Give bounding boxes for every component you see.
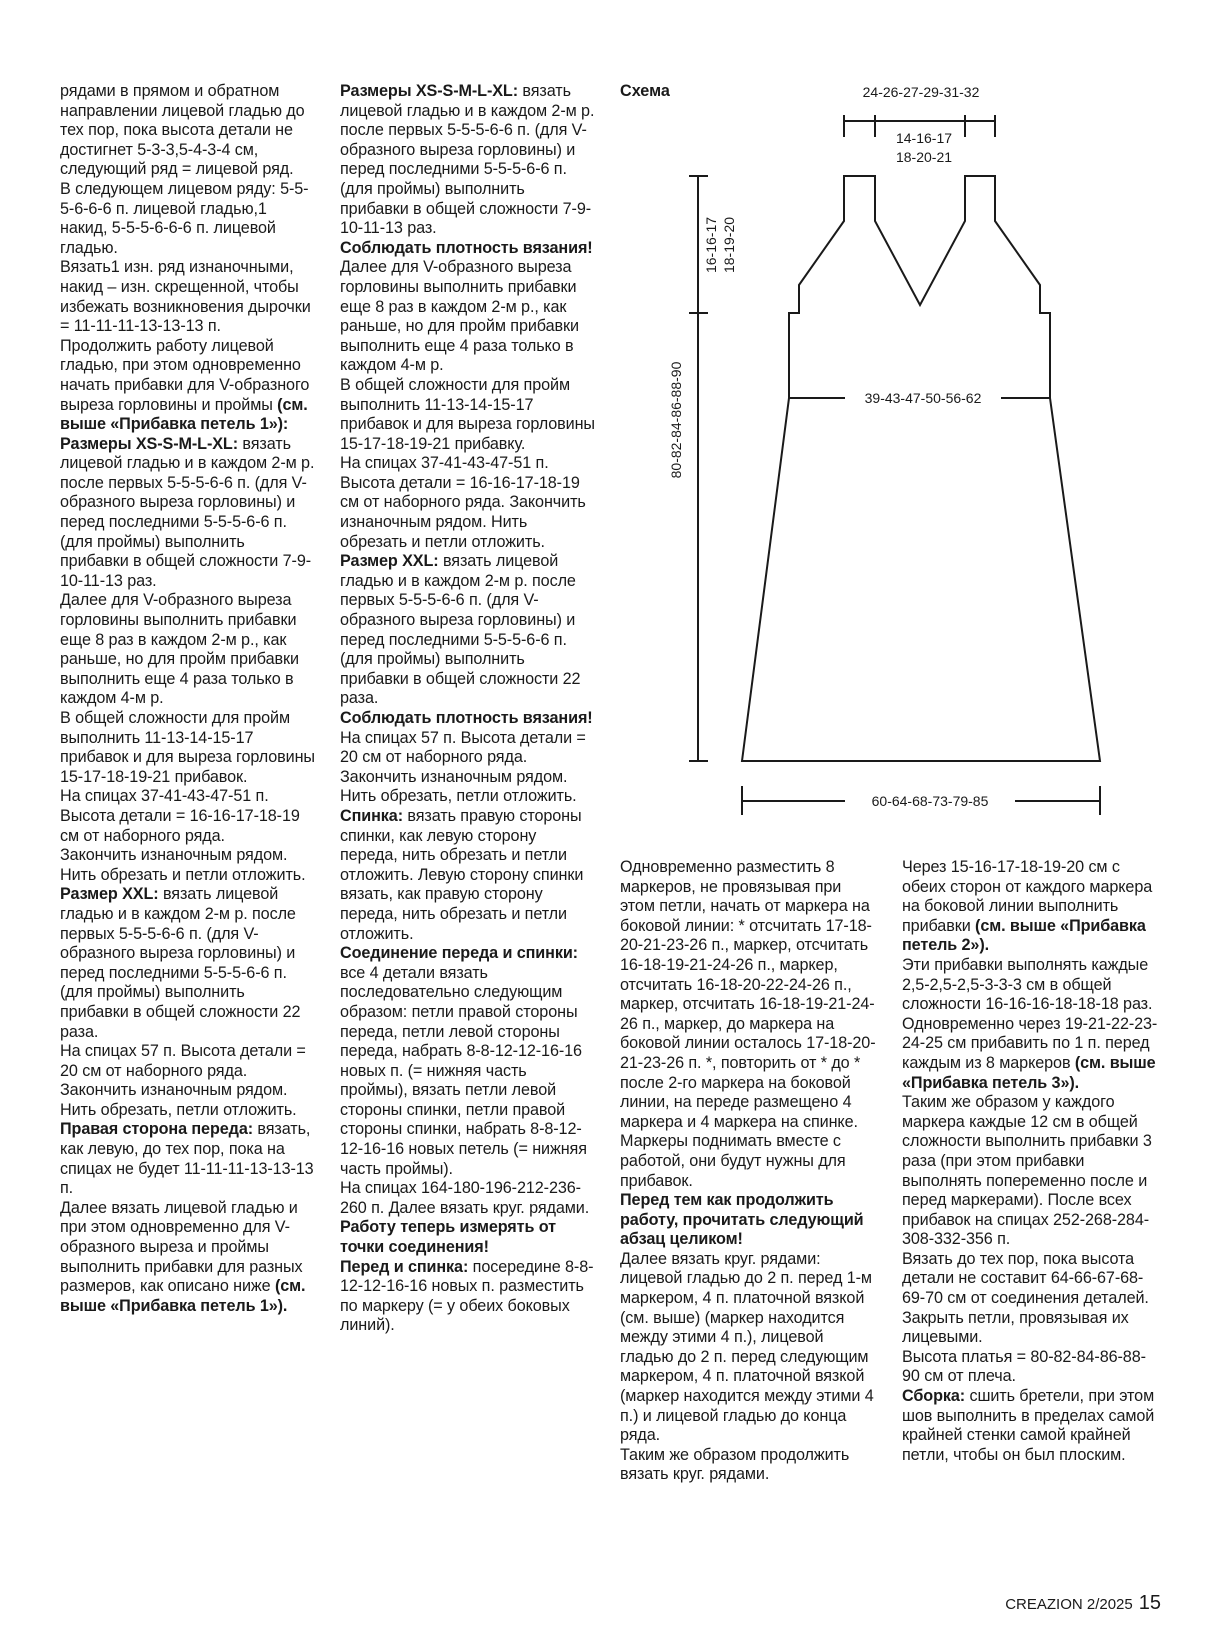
label-armhole-height-1: 16-16-17 xyxy=(703,216,719,274)
bold-run: Соблюдать плотность вязания! xyxy=(340,709,593,727)
paragraph xyxy=(60,866,315,886)
text-run: посередине 8-8-12-12-16-16 новых п. разместить по маркеру (= у обеих боковых линий). xyxy=(340,1257,594,1335)
paragraph xyxy=(340,1218,595,1257)
label-total-height: 80-82-84-86-88-90 xyxy=(668,361,684,479)
paragraph xyxy=(340,1258,595,1336)
paragraph xyxy=(902,1387,1162,1465)
text-run: Далее для V-образного выреза горловины выполнить прибавки еще 8 раз в каждом 2-м р., как раньше, но для пройм прибавки выполнить еще 4 раза только в каждом 4-м р. xyxy=(60,591,299,708)
bold-run: (см. выше «Прибавка петель 3»). xyxy=(902,1053,1156,1092)
text-run: Далее вязать лицевой гладью и при этом одновременно для V-образного выреза и проймы выполнить прибавки для разных размеров, как описано ниже xyxy=(60,1198,303,1296)
text-run: Вязать до тех пор, пока высота детали не составит 64-66-67-68-69-70 см от соединения деталей. xyxy=(902,1249,1149,1308)
label-chest-width: 39-43-47-50-56-62 xyxy=(864,390,982,406)
bold-run: Сборка: xyxy=(902,1387,966,1406)
paragraph xyxy=(60,435,315,592)
text-run: вязать, как левую, до тех пор, пока на спицах не будет 11-11-11-13-13-13 п. xyxy=(60,1120,314,1198)
paragraph xyxy=(902,1348,1162,1387)
paragraph xyxy=(340,944,595,1179)
bold-run: Размер XXL: xyxy=(340,552,439,571)
page-footer xyxy=(1005,1592,1161,1615)
paragraph xyxy=(340,376,595,454)
paragraph xyxy=(60,787,315,807)
text-run: Продолжить работу лицевой гладью, при этом одновременно начать прибавки для V-образного выреза горловины и проймы xyxy=(60,336,310,414)
text-run: Эти прибавки выполнять каждые 2,5-2,5-2,5-3-3-3 см в общей сложности 16-16-16-18-18-18 раз. xyxy=(902,955,1153,1014)
paragraph xyxy=(620,1132,880,1191)
bold-run: Размеры XS-S-M-L-XL: xyxy=(340,82,519,100)
text-run: Нить обрезать, петли отложить. xyxy=(60,1100,297,1119)
bold-run: (см. выше «Прибавка петель 2»). xyxy=(902,916,1146,955)
bold-run: Соединение переда и спинки: xyxy=(340,944,578,963)
text-run: Высота платья = 80-82-84-86-88-90 см от плеча. xyxy=(902,1347,1146,1386)
text-run: вязать лицевой гладью и в каждом 2-м р. после первых 5-5-5-6-6 п. (для V-образного выреза горловины) и перед последними 5-5-5-6-6 п. (для проймы) выполнить прибавки в общей сложности 7-9-10-11-13 раз. xyxy=(340,82,595,238)
paragraph xyxy=(620,1191,880,1250)
bold-run: Соблюдать плотность вязания! xyxy=(340,238,593,257)
paragraph xyxy=(60,1120,315,1198)
paragraph xyxy=(340,787,595,807)
text-run: Таким же образом у каждого маркера каждые 12 см в общей сложности выполнить прибавки 3 раза (при этом прибавки выполнять попеременно после и перед маркерами). После всех прибавок на спицах 252-268-284-308-332-356 п. xyxy=(902,1093,1152,1249)
label-armhole-height-2: 18-19-20 xyxy=(721,216,737,274)
bold-run: (см. выше «Прибавка петель 1»). xyxy=(60,1277,306,1315)
schema-title: Схема xyxy=(620,82,670,100)
paragraph xyxy=(60,180,315,258)
bold-run: (см. выше «Прибавка петель 1»): xyxy=(60,395,308,434)
text-run: В общей сложности для пройм выполнить 11-13-14-15-17 прибавок и для выреза горловины 15-17-18-19-21 прибавок. xyxy=(60,709,315,786)
paragraph xyxy=(340,729,595,788)
text-column-2 xyxy=(340,82,595,1336)
text-run: Нить обрезать, петли отложить. xyxy=(340,787,577,806)
text-run: На спицах 37-41-43-47-51 п. xyxy=(60,787,269,806)
text-run: сшить бретели, при этом шов выполнить в пределах самой крайней стенки самой крайней петли, чтобы он был плоским. xyxy=(902,1387,1155,1464)
text-run: На спицах 164-180-196-212-236-260 п. Далее вязать круг. рядами. xyxy=(340,1179,590,1217)
bold-run: Перед тем как продолжить работу, прочитать следующий абзац целиком! xyxy=(620,1191,864,1249)
text-run: вязать лицевой гладью и в каждом 2-м р. после первых 5-5-5-6-6 п. (для V-образного выреза горловины) и перед последними 5-5-5-6-6 п. (для проймы) выполнить прибавки в общей сложности 22 раза. xyxy=(340,552,581,708)
bold-run: Размеры XS-S-M-L-XL: xyxy=(60,434,239,453)
text-run: Маркеры поднимать вместе с работой, они будут нужны для прибавок. xyxy=(620,1132,846,1190)
text-column-3 xyxy=(620,858,880,1485)
text-run: все 4 детали вязать последовательно следующим образом: петли правой стороны переда, петли левой стороны переда, набрать 8-8-12-12-16-16 новых п. (= нижняя часть проймы), вязать петли левой стороны спинки, петли правой стороны спинки, набрать 8-8-12-12-16-16 новых петель (= нижняя часть проймы). xyxy=(340,963,587,1178)
text-column-4 xyxy=(902,858,1162,1465)
paragraph xyxy=(620,1250,880,1446)
text-run: Закончить изнаночным рядом. xyxy=(60,846,288,865)
text-run: Закрыть петли, провязывая их лицевыми. xyxy=(902,1308,1129,1347)
text-run: В следующем лицевом ряду: 5-5-5-6-6-6 п. лицевой гладью,1 накид, 5-5-5-6-6-6 п. лицевой гладью. xyxy=(60,179,309,257)
text-run: Вязать1 изн. ряд изнаночными, накид – изн. скрещенной, чтобы избежать возникновения дырочки = 11-11-11-13-13-13 п. xyxy=(60,258,311,336)
paragraph xyxy=(340,807,595,944)
paragraph xyxy=(340,239,595,259)
paragraph xyxy=(902,1309,1162,1348)
paragraph xyxy=(60,591,315,709)
text-run: вязать правую стороны спинки, как левую сторону переда, нить обрезать и петли отложить. Левую сторону спинки вязать, как правую сторону переда, нить обрезать и петли отложить. xyxy=(340,806,584,943)
text-run: Таким же образом продолжить вязать круг. рядами. xyxy=(620,1445,850,1484)
text-run: Нить обрезать и петли отложить. xyxy=(60,865,306,884)
bold-run: Правая сторона переда: xyxy=(60,1120,254,1139)
paragraph xyxy=(60,846,315,866)
paragraph xyxy=(60,1101,315,1121)
text-run: Через 15-16-17-18-19-20 см с обеих сторон от каждого маркера на боковой линии выполнить прибавки xyxy=(902,858,1153,935)
text-run: На спицах 37-41-43-47-51 п. Высота детали = 16-16-17-18-19 см от наборного ряда. Закончить изнаночным рядом. Нить обрезать и петли отложить. xyxy=(340,454,586,551)
dress-outline xyxy=(742,176,1100,761)
paragraph xyxy=(902,1093,1162,1250)
paragraph xyxy=(60,337,315,435)
label-hem-width: 60-64-68-73-79-85 xyxy=(871,793,989,809)
text-run: На спицах 57 п. Высота детали = 20 см от наборного ряда. Закончить изнаночным рядом. xyxy=(60,1042,306,1100)
paragraph xyxy=(902,1015,1162,1093)
paragraph xyxy=(620,1446,880,1485)
bold-run: Перед и спинка: xyxy=(340,1257,469,1276)
paragraph xyxy=(340,1179,595,1218)
paragraph xyxy=(60,807,315,846)
paragraph xyxy=(902,1250,1162,1309)
text-run: рядами в прямом и обратном направлении лицевой гладью до тех пор, пока высота детали не достигнет 5-3-3,5-4-3-4 см, следующий ряд = лицевой ряд. xyxy=(60,82,305,179)
paragraph xyxy=(60,709,315,787)
paragraph xyxy=(60,82,315,180)
paragraph xyxy=(340,82,595,239)
paragraph xyxy=(340,258,595,376)
text-run: Далее вязать круг. рядами: лицевой гладью до 2 п. перед 1-м маркером, 4 п. платочной вязкой (см. выше) (маркер находится между этими 4 п.), лицевой гладью до 2 п. перед следующим маркером, 4 п. платочной вязкой (маркер находится между этими 4 п.) и лицевой гладью до конца ряда. xyxy=(620,1249,874,1445)
paragraph xyxy=(60,1199,315,1317)
text-column-1 xyxy=(60,82,315,1316)
paragraph xyxy=(60,1042,315,1101)
paragraph xyxy=(60,258,315,336)
text-run: Одновременно разместить 8 маркеров, не провязывая при этом петли, начать от маркера на боковой линии: * отсчитать 17-18-20-21-23-26 п., маркер, отсчитать 16-18-19-21-24-26 п., маркер, отсчитать 16-18-20-22-24-26 п., маркер, отсчитать 16-18-19-21-24-26 п., маркер, до маркера на боковой линии осталось 17-18-20-21-23-26 п. *, повторить от * до * после 2-го маркера на боковой линии, на переде размещено 4 маркера и 4 маркера на спинке. xyxy=(620,858,876,1131)
paragraph xyxy=(340,552,595,709)
paragraph xyxy=(60,885,315,1042)
page-number: 15 xyxy=(1138,1592,1161,1614)
text-run: вязать лицевой гладью и в каждом 2-м р. после первых 5-5-5-6-6 п. (для V-образного выреза горловины) и перед последними 5-5-5-6-6 п. (для проймы) выполнить прибавки в общей сложности 7-9-10-11-13 раз. xyxy=(60,434,315,590)
text-run: Одновременно через 19-21-22-23-24-25 см прибавить по 1 п. перед каждым из 8 маркеров xyxy=(902,1014,1158,1072)
bold-run: Спинка: xyxy=(340,806,403,825)
paragraph xyxy=(902,956,1162,1015)
paragraph xyxy=(620,858,880,1132)
label-neck-width-2: 18-20-21 xyxy=(895,149,953,165)
text-run: На спицах 57 п. Высота детали = 20 см от наборного ряда. Закончить изнаночным рядом. xyxy=(340,728,586,786)
label-top-width: 24-26-27-29-31-32 xyxy=(862,84,980,100)
text-run: вязать лицевой гладью и в каждом 2-м р. после первых 5-5-5-6-6 п. (для V-образного выреза горловины) и перед последними 5-5-5-6-6 п. (для проймы) выполнить прибавки в общей сложности 22 раза. xyxy=(60,885,301,1041)
paragraph xyxy=(340,454,595,552)
paragraph xyxy=(902,858,1162,956)
text-run: Высота детали = 16-16-17-18-19 см от наборного ряда. xyxy=(60,806,300,845)
text-run: Далее для V-образного выреза горловины выполнить прибавки еще 8 раз в каждом 2-м р., как раньше, но для пройм прибавки выполнить еще 4 раза только в каждом 4-м р. xyxy=(340,258,579,375)
label-neck-width-1: 14-16-17 xyxy=(895,130,953,146)
paragraph xyxy=(340,709,595,729)
bold-run: Работу теперь измерять от точки соединения! xyxy=(340,1218,556,1257)
text-run: В общей сложности для пройм выполнить 11-13-14-15-17 прибавок и для выреза горловины 15-17-18-19-21 прибавку. xyxy=(340,375,595,453)
magazine-issue: CREAZION 2/2025 xyxy=(1005,1596,1133,1613)
bold-run: Размер XXL: xyxy=(60,885,159,904)
